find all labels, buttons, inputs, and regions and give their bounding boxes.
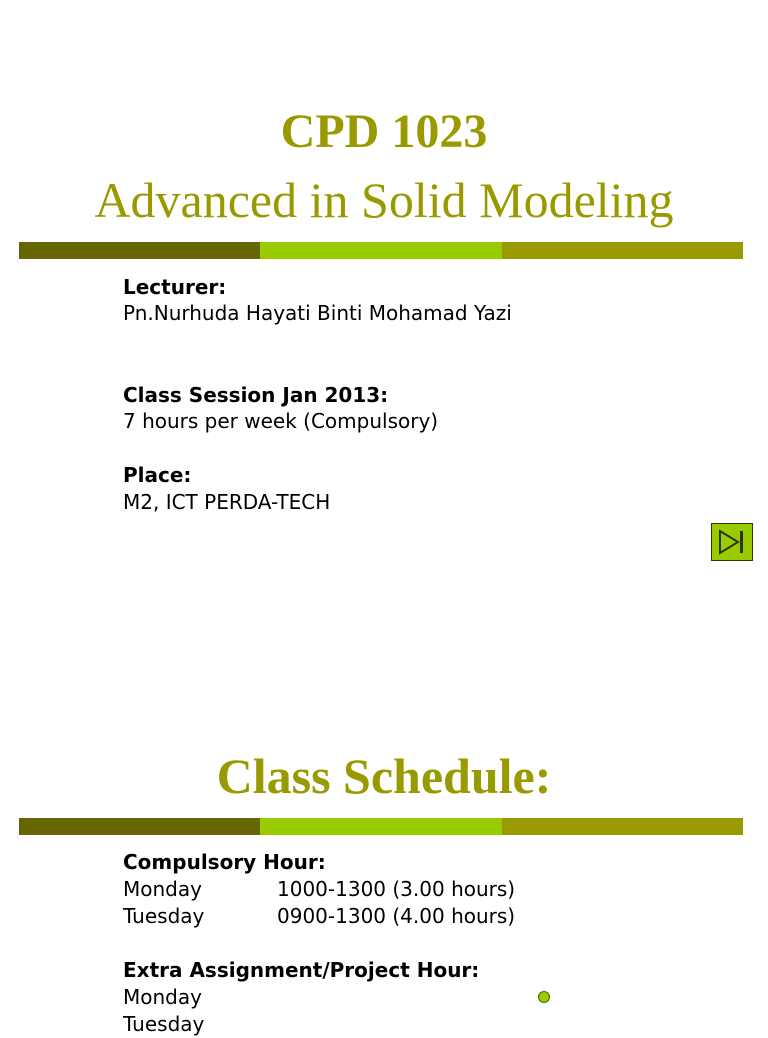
- next-slide-button[interactable]: [711, 523, 753, 561]
- bullet-dot-icon: [538, 991, 550, 1003]
- divider-bar-segment: [19, 242, 260, 259]
- divider-bar: [19, 242, 743, 259]
- lecturer-label: Lecturer:: [123, 275, 227, 299]
- schedule-day: Monday: [123, 877, 202, 901]
- divider-bar: [19, 818, 743, 835]
- schedule-time: 0900-1300 (4.00 hours): [277, 904, 516, 928]
- schedule-title: Class Schedule:: [216, 748, 552, 804]
- schedule-day: Tuesday: [123, 904, 205, 928]
- divider-bar-segment: [502, 242, 743, 259]
- schedule-day: Monday: [123, 985, 202, 1009]
- schedule-day: Tuesday: [123, 1012, 205, 1036]
- place-label: Place:: [123, 463, 192, 487]
- next-end-icon: [712, 524, 752, 560]
- divider-bar-segment: [502, 818, 743, 835]
- schedule-time: 1000-1300 (3.00 hours): [277, 877, 516, 901]
- course-code-title: CPD 1023: [280, 105, 488, 158]
- divider-bar-segment: [260, 818, 501, 835]
- course-name-title: Advanced in Solid Modeling: [94, 172, 674, 228]
- divider-bar-segment: [260, 242, 501, 259]
- lecturer-name: Pn.Nurhuda Hayati Binti Mohamad Yazi: [123, 301, 512, 325]
- session-value: 7 hours per week (Compulsory): [123, 409, 439, 433]
- compulsory-hour-label: Compulsory Hour:: [123, 850, 326, 874]
- session-label: Class Session Jan 2013:: [123, 383, 389, 407]
- place-value: M2, ICT PERDA-TECH: [123, 490, 331, 514]
- slide-class-schedule: [0, 700, 768, 1036]
- extra-hour-label: Extra Assignment/Project Hour:: [123, 958, 480, 982]
- divider-bar-segment: [19, 818, 260, 835]
